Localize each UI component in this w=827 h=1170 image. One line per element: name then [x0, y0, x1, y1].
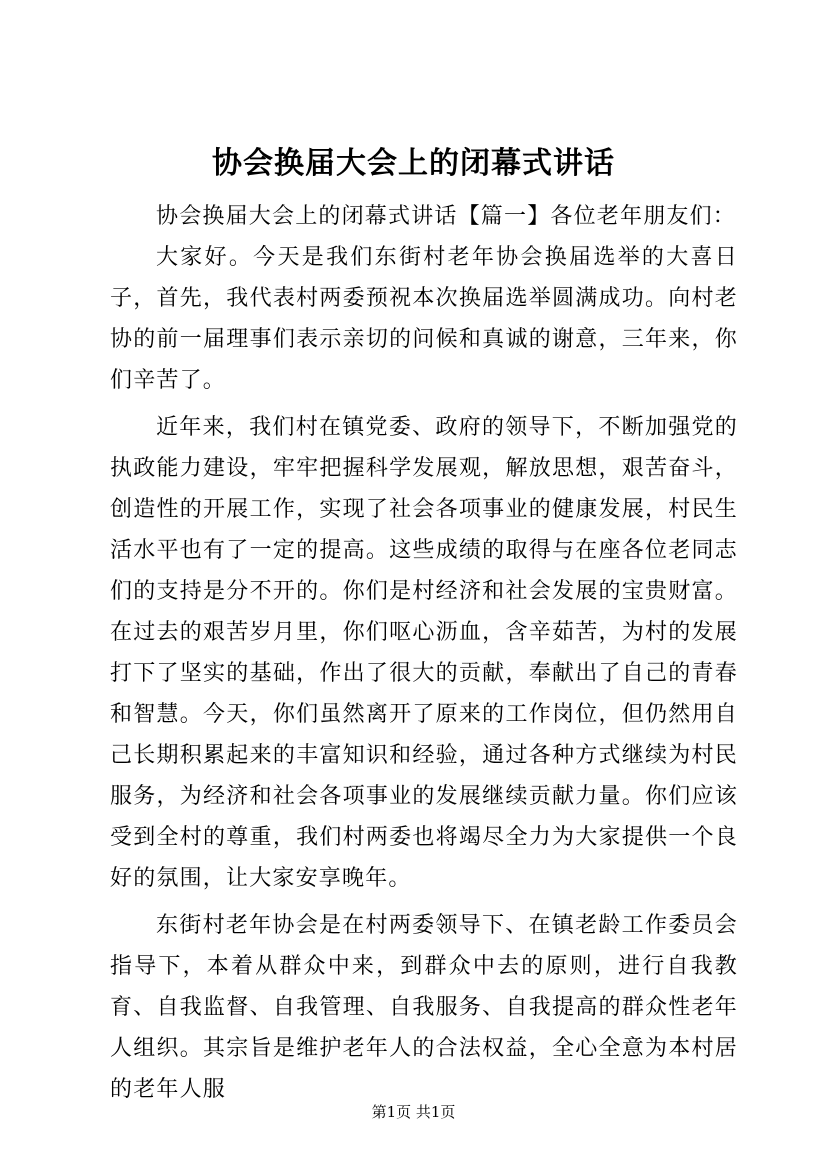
document-title: 协会换届大会上的闭幕式讲话: [212, 146, 615, 181]
paragraph-greeting: 大家好。今天是我们东街村老年协会换届选举的大喜日子，首先，我代表村两委预祝本次换届选举圆满成功。向村老协的前一届理事们表示亲切的问候和真诚的谢意，三年来，你们辛苦了。: [110, 245, 738, 393]
paragraph-heading-line: 协会换届大会上的闭幕式讲话【篇一】各位老年朋友们：: [156, 204, 737, 229]
document-body: [110, 196, 738, 1116]
paragraph-achievements: 近年来，我们村在镇党委、政府的领导下，不断加强党的执政能力建设，牢牢把握科学发展观，解放思想，艰苦奋斗，创造性的开展工作，实现了社会各项事业的健康发展，村民生活水平也有了一定的提高。这些成绩的取得与在座各位老同志们的支持是分不开的。你们是村经济和社会发展的宝贵财富。在过去的艰苦岁月里，你们呕心沥血，含辛茹苦，为村的发展打下了坚实的基础，作出了很大的贡献，奉献出了自己的青春和智慧。今天，你们虽然离开了原来的工作岗位，但仍然用自己长期积累起来的丰富知识和经验，通过各种方式继续为村民服务，为经济和社会各项事业的发展继续贡献力量。你们应该受到全村的尊重，我们村两委也将竭尽全力为大家提供一个良好的氛围，让大家安享晚年。: [110, 415, 738, 891]
page-footer: 第1页 共1页: [371, 1103, 456, 1121]
paragraph-association: 东街村老年协会是在村两委领导下、在镇老龄工作委员会指导下，本着从群众中来，到群众中去的原则，进行自我教育、自我监督、自我管理、自我服务、自我提高的群众性老年人组织。其宗旨是维护老年人的合法权益，全心全意为本村居的老年人服: [110, 913, 738, 1102]
